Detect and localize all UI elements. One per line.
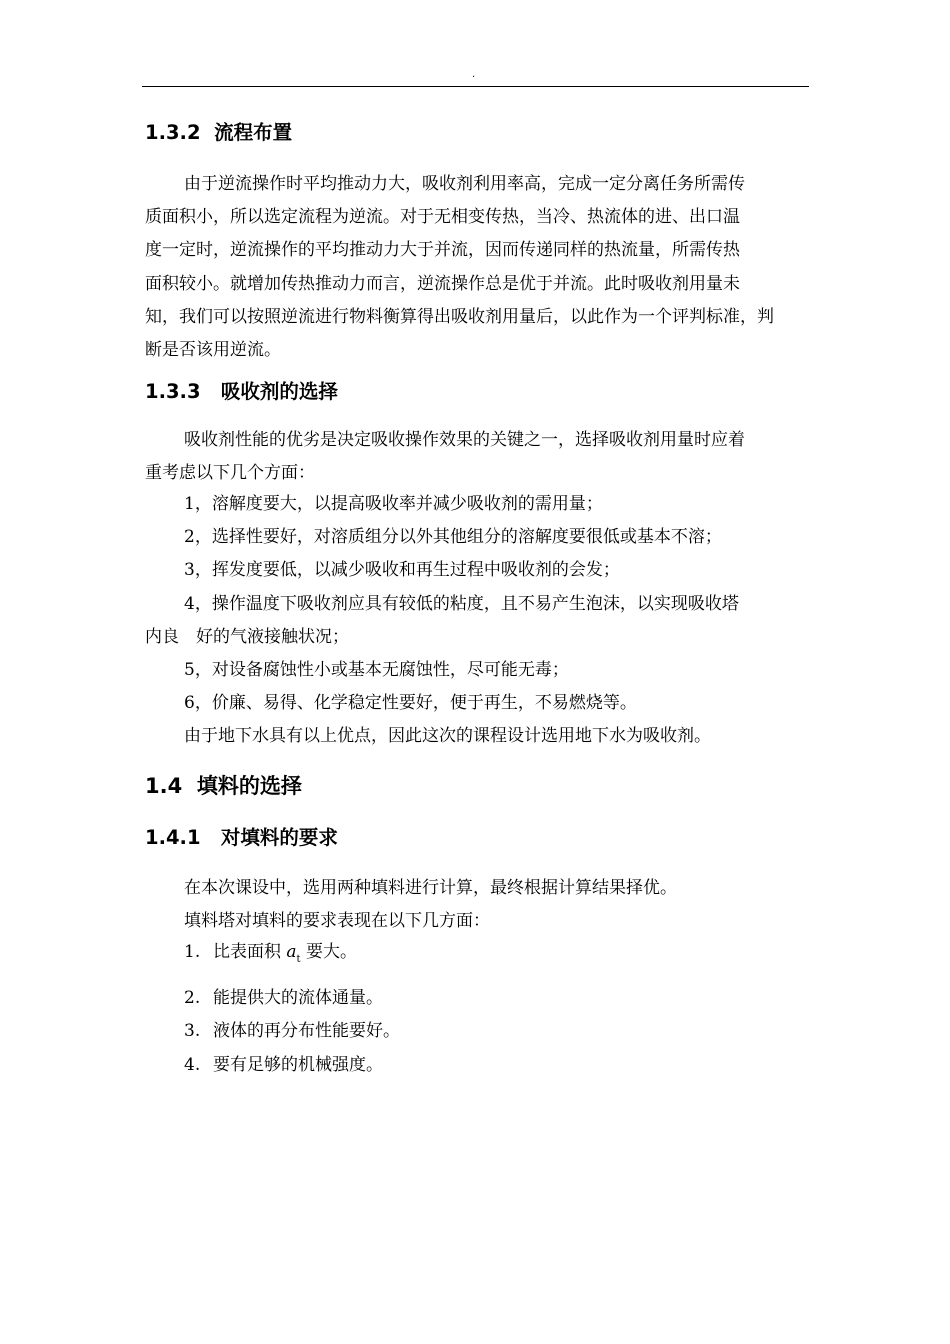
paragraph-line: 知，我们可以按照逆流进行物料衡算得出吸收剂用量后，以此作为一个评判标准，判 — [145, 306, 774, 327]
list-item: 2，选择性要好，对溶质组分以外其他组分的溶解度要很低或基本不溶； — [184, 527, 722, 548]
math-subscript: t — [296, 954, 301, 965]
list-text: 液体的再分布性能要好。 — [213, 1021, 400, 1041]
list-item — [184, 1021, 400, 1041]
math-symbol: a — [286, 942, 297, 962]
paragraph-conclusion: 由于地下水具有以上优点，因此这次的课程设计选用地下水为吸收剂。 — [184, 726, 711, 747]
list-item-continuation: 内良 好的气液接触状况； — [145, 626, 349, 647]
list-item — [184, 942, 357, 970]
paragraph-line: 断是否该用逆流。 — [145, 339, 281, 360]
heading-title: 对填料的要求 — [220, 826, 338, 849]
list-number: 2. — [184, 988, 201, 1008]
list-text: 要有足够的机械强度。 — [213, 1055, 383, 1075]
paragraph-line: 重考虑以下几个方面： — [145, 463, 315, 484]
list-number: 1. — [184, 942, 201, 962]
heading-number: 1.3.2 — [145, 121, 201, 144]
paragraph-line: 面积较小。就增加传热推动力而言，逆流操作总是优于并流。此时吸收剂用量未 — [145, 273, 740, 294]
heading-number: 1.3.3 — [145, 380, 201, 403]
paragraph-packing-intro — [145, 872, 807, 938]
heading-number: 1.4.1 — [145, 826, 201, 849]
list-item — [184, 1055, 383, 1075]
paragraph-line: 在本次课设中，选用两种填料进行计算，最终根据计算结果择优。 — [184, 878, 677, 898]
heading-1-4-1 — [145, 822, 338, 850]
heading-1-3-2 — [145, 117, 292, 145]
paragraph-line: 填料塔对填料的要求表现在以下几方面： — [184, 911, 490, 932]
paragraph-absorbent-intro — [145, 424, 807, 490]
heading-number: 1.4 — [145, 774, 183, 798]
list-number: 4. — [184, 1055, 201, 1075]
heading-1-3-3 — [145, 376, 338, 404]
list-item: 5，对设备腐蚀性小或基本无腐蚀性，尽可能无毒； — [184, 659, 569, 680]
list-text: 要大。 — [300, 942, 357, 962]
paragraph-line: 度一定时，逆流操作的平均推动力大于并流，因而传递同样的热流量，所需传热 — [145, 240, 740, 261]
list-text: 能提供大的流体通量。 — [213, 988, 383, 1008]
absorbent-criteria-list — [145, 488, 807, 754]
list-item: 1，溶解度要大，以提高吸收率并减少吸收剂的需用量； — [184, 494, 603, 514]
paragraph-line: 由于逆流操作时平均推动力大，吸收剂利用率高，完成一定分离任务所需传 — [184, 174, 745, 194]
heading-title: 流程布置 — [214, 121, 293, 144]
list-item: 3，挥发度要低，以减少吸收和再生过程中吸收剂的会发； — [184, 560, 620, 581]
paragraph-line: 质面积小，所以选定流程为逆流。对于无相变传热，当冷、热流体的进、出口温 — [145, 207, 740, 228]
paragraph-line: 吸收剂性能的优劣是决定吸收操作效果的关键之一，选择吸收剂用量时应着 — [184, 430, 745, 450]
header-mark: . — [472, 69, 476, 80]
heading-1-4 — [145, 770, 302, 800]
list-item: 4，操作温度下吸收剂应具有较低的粘度，且不易产生泡沫，以实现吸收塔 — [184, 593, 739, 614]
list-text: 比表面积 — [213, 942, 287, 962]
header-rule — [142, 86, 809, 87]
list-item: 6，价廉、易得、化学稳定性要好，便于再生，不易燃烧等。 — [184, 693, 637, 714]
list-number: 3. — [184, 1021, 201, 1041]
list-item — [184, 988, 383, 1008]
heading-title: 吸收剂的选择 — [220, 380, 338, 403]
heading-title: 填料的选择 — [196, 774, 302, 798]
paragraph-flow-layout — [145, 168, 807, 367]
